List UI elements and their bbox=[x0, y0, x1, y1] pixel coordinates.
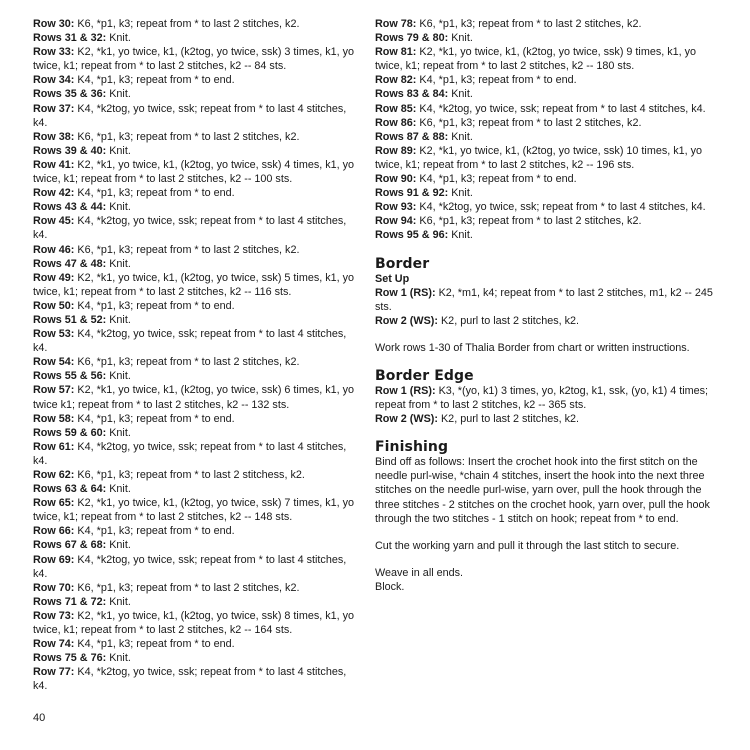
row-label: Row 82: bbox=[375, 74, 417, 87]
row-label: Rows 75 & 76: bbox=[33, 652, 107, 665]
row-instruction: K4, *k2tog, yo twice, ssk; repeat from * to last 4 stitches, k4. bbox=[33, 102, 347, 129]
row-label: Row 49: bbox=[33, 271, 75, 284]
instruction-row bbox=[375, 314, 720, 328]
instruction-row bbox=[375, 144, 720, 172]
instruction-row bbox=[375, 286, 720, 314]
instruction-row bbox=[33, 581, 356, 595]
row-instruction: Knit. bbox=[106, 652, 131, 665]
row-label: Row 30: bbox=[33, 18, 75, 30]
row-label: Row 61: bbox=[33, 440, 75, 453]
instruction-row bbox=[33, 440, 356, 468]
row-instruction: K2, *k1, yo twice, k1, (k2tog, yo twice, ssk) 3 times, k1, yo twice, k1; repeat from * to last 2 stitches, k2 -- 84 sts. bbox=[33, 46, 355, 73]
instruction-row bbox=[33, 31, 356, 45]
row-label: Row 73: bbox=[33, 609, 75, 622]
row-instruction: K2, *k1, yo twice, k1, (k2tog, yo twice, ssk) 9 times, k1, yo twice, k1; repeat from * to last 2 stitches, k2 -- 180 sts. bbox=[375, 46, 697, 73]
row-instruction: K6, *p1, k3; repeat from * to last 2 stitches, k2. bbox=[74, 130, 300, 143]
border-subheading: Set Up bbox=[375, 272, 410, 285]
row-instruction: K2, *k1, yo twice, k1, (k2tog, yo twice, ssk) 4 times, k1, yo twice, k1; repeat from * to last 2 stitches, k2 -- 100 sts. bbox=[33, 158, 355, 186]
instruction-row bbox=[33, 158, 356, 186]
row-label: Row 94: bbox=[375, 215, 417, 228]
row-instruction: K4, *k2tog, yo twice, ssk; repeat from * to last 4 stitches, k4. bbox=[33, 215, 347, 242]
instruction-row bbox=[33, 651, 356, 665]
row-instruction: K4, *k2tog, yo twice, ssk; repeat from * to last 4 stitches, k4. bbox=[33, 553, 347, 580]
row-instruction: K6, *p1, k3; repeat from * to last 2 stitches, k2. bbox=[74, 581, 300, 594]
row-label: Rows 63 & 64: bbox=[33, 483, 107, 496]
row-instruction: K4, *k2tog, yo twice, ssk; repeat from * to last 4 stitches, k4. bbox=[416, 102, 706, 115]
instruction-row bbox=[375, 172, 720, 186]
instruction-row bbox=[33, 200, 356, 214]
border-note: Work rows 1-30 of Thalia Border from chart or written instructions. bbox=[375, 341, 690, 354]
row-label: Row 57: bbox=[33, 384, 75, 397]
row-instruction: K4, *p1, k3; repeat from * to end. bbox=[74, 638, 235, 651]
row-label: Rows 91 & 92: bbox=[375, 187, 449, 200]
instruction-row bbox=[375, 31, 720, 45]
row-label: Row 42: bbox=[33, 187, 75, 200]
row-label: Rows 35 & 36: bbox=[33, 88, 107, 101]
row-label: Row 2 (WS): bbox=[375, 314, 438, 327]
instruction-row bbox=[33, 609, 356, 637]
row-label: Row 65: bbox=[33, 497, 75, 510]
row-instruction: K4, *p1, k3; repeat from * to end. bbox=[74, 412, 235, 425]
instruction-row bbox=[375, 87, 720, 101]
instruction-row bbox=[33, 313, 356, 327]
row-label: Row 46: bbox=[33, 243, 75, 256]
instruction-row bbox=[375, 73, 720, 87]
row-label: Row 37: bbox=[33, 102, 75, 115]
row-label: Row 50: bbox=[33, 299, 75, 312]
instruction-row bbox=[33, 299, 356, 313]
row-label: Row 2 (WS): bbox=[375, 413, 438, 426]
finishing-paragraph-3: Weave in all ends. bbox=[375, 566, 464, 579]
instruction-row bbox=[375, 186, 720, 200]
row-label: Rows 87 & 88: bbox=[375, 130, 449, 143]
row-instruction: Knit. bbox=[106, 595, 131, 608]
row-label: Rows 47 & 48: bbox=[33, 257, 107, 270]
row-label: Rows 67 & 68: bbox=[33, 539, 107, 552]
row-label: Row 69: bbox=[33, 553, 75, 566]
row-instruction: K4, *p1, k3; repeat from * to end. bbox=[74, 74, 235, 87]
instruction-row bbox=[33, 524, 356, 538]
row-label: Row 70: bbox=[33, 581, 75, 594]
finishing-paragraph-1: Bind off as follows: Insert the crochet hook into the first stitch on the needle purl-wise, *chain 4 stitches, insert the hook into the next three stitches on the needle purl-wise, yarn over, pull the hook through the three stitches - 2 stitches on the crochet hook, yarn over, pull the hook through the two stitches - 1 stitch on hook; repeat from * to end. bbox=[375, 456, 710, 525]
row-instruction: K2, *k1, yo twice, k1, (k2tog, yo twice, ssk) 10 times, k1, yo twice, k1; repeat from * to last 2 stitches, k2 -- 196 sts. bbox=[375, 144, 703, 171]
row-label: Row 54: bbox=[33, 356, 75, 369]
row-instruction: Knit. bbox=[106, 426, 131, 439]
instruction-row bbox=[375, 116, 720, 130]
row-label: Row 66: bbox=[33, 525, 75, 538]
border-edge-heading: Border Edge bbox=[375, 367, 474, 384]
row-instruction: K4, *p1, k3; repeat from * to end. bbox=[74, 187, 235, 200]
row-instruction: Knit. bbox=[448, 130, 473, 143]
row-label: Rows 39 & 40: bbox=[33, 144, 107, 157]
instruction-row bbox=[33, 257, 356, 271]
finishing-paragraph-4: Block. bbox=[375, 580, 405, 593]
row-label: Rows 43 & 44: bbox=[33, 201, 107, 214]
row-label: Row 38: bbox=[33, 130, 75, 143]
row-label: Rows 83 & 84: bbox=[375, 88, 449, 101]
row-label: Row 89: bbox=[375, 144, 417, 157]
instruction-row bbox=[33, 144, 356, 158]
instruction-row bbox=[375, 17, 720, 31]
instruction-row bbox=[33, 87, 356, 101]
page-number: 40 bbox=[33, 712, 46, 724]
row-label: Row 86: bbox=[375, 116, 417, 129]
row-instruction: Knit. bbox=[106, 201, 131, 214]
row-label: Rows 59 & 60: bbox=[33, 426, 107, 439]
row-instruction: K4, *k2tog, yo twice, ssk; repeat from * to last 4 stitches, k4. bbox=[33, 666, 347, 693]
row-instruction: Knit. bbox=[106, 483, 131, 496]
row-instruction: K2, purl to last 2 stitches, k2. bbox=[437, 314, 580, 327]
row-instruction: K6, *p1, k3; repeat from * to last 2 stitches, k2. bbox=[416, 116, 642, 129]
instruction-row bbox=[33, 412, 356, 426]
instruction-row bbox=[33, 214, 356, 242]
row-instruction: K6, *p1, k3; repeat from * to last 2 stitches, k2. bbox=[416, 215, 642, 228]
row-instruction: K2, *k1, yo twice, k1, (k2tog, yo twice, ssk) 7 times, k1, yo twice, k1; repeat from * to last 2 stitches, k2 -- 148 sts. bbox=[33, 497, 355, 524]
row-label: Rows 31 & 32: bbox=[33, 32, 107, 45]
border-rows bbox=[375, 286, 720, 328]
row-instruction: K4, *k2tog, yo twice, ssk; repeat from * to last 4 stitches, k4. bbox=[33, 328, 347, 355]
instruction-row bbox=[375, 228, 720, 242]
row-instruction: Knit. bbox=[106, 370, 131, 383]
instruction-row bbox=[375, 384, 720, 412]
instruction-row bbox=[33, 327, 356, 355]
row-label: Row 34: bbox=[33, 74, 75, 87]
instruction-row bbox=[33, 271, 356, 299]
row-label: Row 41: bbox=[33, 158, 75, 171]
row-label: Row 53: bbox=[33, 328, 75, 341]
row-label: Row 93: bbox=[375, 201, 417, 214]
instruction-row bbox=[33, 468, 356, 482]
instruction-row bbox=[33, 130, 356, 144]
instruction-row bbox=[33, 482, 356, 496]
instruction-row bbox=[33, 426, 356, 440]
instruction-row bbox=[375, 412, 720, 426]
row-label: Row 33: bbox=[33, 46, 75, 59]
border-heading: Border bbox=[375, 255, 430, 272]
row-instruction: Knit. bbox=[448, 229, 473, 242]
instruction-row bbox=[375, 130, 720, 144]
row-instruction: K6, *p1, k3; repeat from * to last 2 stitches, k2. bbox=[74, 18, 300, 30]
row-instruction: Knit. bbox=[106, 539, 131, 552]
row-instruction: K4, *p1, k3; repeat from * to end. bbox=[416, 74, 577, 87]
row-label: Row 78: bbox=[375, 18, 417, 30]
row-instruction: K2, *k1, yo twice, k1, (k2tog, yo twice, ssk) 8 times, k1, yo twice, k1; repeat from * to last 2 stitches, k2 -- 164 sts. bbox=[33, 609, 355, 637]
row-instruction: K2, purl to last 2 stitches, k2. bbox=[437, 413, 580, 426]
instruction-row bbox=[33, 355, 356, 369]
instruction-row bbox=[33, 595, 356, 609]
row-instruction: Knit. bbox=[106, 88, 131, 101]
row-label: Row 90: bbox=[375, 173, 417, 186]
row-instruction: Knit. bbox=[106, 313, 131, 326]
left-column bbox=[33, 17, 356, 694]
row-label: Rows 71 & 72: bbox=[33, 595, 107, 608]
row-instruction: K4, *p1, k3; repeat from * to end. bbox=[416, 173, 577, 186]
row-instruction: Knit. bbox=[448, 88, 473, 101]
row-instruction: Knit. bbox=[448, 187, 473, 200]
row-instruction: K6, *p1, k3; repeat from * to last 2 stitchess, k2. bbox=[74, 469, 305, 481]
instruction-row bbox=[33, 243, 356, 257]
row-instruction: Knit. bbox=[106, 32, 131, 45]
instruction-row bbox=[33, 102, 356, 130]
instruction-row bbox=[33, 496, 356, 524]
row-instruction: K6, *p1, k3; repeat from * to last 2 stitches, k2. bbox=[74, 243, 300, 256]
row-label: Row 45: bbox=[33, 215, 75, 228]
row-label: Rows 55 & 56: bbox=[33, 370, 107, 383]
row-label: Row 1 (RS): bbox=[375, 286, 436, 299]
instruction-row bbox=[33, 553, 356, 581]
row-instruction: K6, *p1, k3; repeat from * to last 2 stitches, k2. bbox=[416, 18, 642, 30]
row-label: Row 1 (RS): bbox=[375, 384, 436, 397]
instruction-row bbox=[33, 17, 356, 31]
row-instruction: Knit. bbox=[106, 144, 131, 157]
instruction-row bbox=[33, 383, 356, 411]
row-instruction: K2, *k1, yo twice, k1, (k2tog, yo twice, ssk) 6 times, k1, yo twice k1; repeat from * to last 2 stitches, k2 -- 132 sts. bbox=[33, 384, 355, 411]
instruction-row bbox=[33, 538, 356, 552]
row-instruction: K2, *k1, yo twice, k1, (k2tog, yo twice, ssk) 5 times, k1, yo twice, k1; repeat from * to last 2 stitches, k2 -- 116 sts. bbox=[33, 271, 355, 298]
instruction-row bbox=[33, 73, 356, 87]
finishing-paragraph-2: Cut the working yarn and pull it through the last stitch to secure. bbox=[375, 539, 680, 552]
instruction-row bbox=[33, 186, 356, 200]
row-label: Row 77: bbox=[33, 666, 75, 679]
row-instruction: K4, *p1, k3; repeat from * to end. bbox=[74, 525, 235, 538]
instruction-row bbox=[375, 214, 720, 228]
finishing-heading: Finishing bbox=[375, 439, 449, 456]
row-instruction: K4, *k2tog, yo twice, ssk; repeat from * to last 4 stitches, k4. bbox=[33, 440, 347, 467]
row-instruction: K2, *m1, k4; repeat from * to last 2 stitches, m1, k2 -- 245 sts. bbox=[375, 286, 713, 313]
row-label: Row 58: bbox=[33, 412, 75, 425]
instruction-row bbox=[33, 45, 356, 73]
right-column bbox=[375, 17, 720, 594]
instruction-row bbox=[33, 637, 356, 651]
row-instruction: K4, *p1, k3; repeat from * to end. bbox=[74, 299, 235, 312]
row-instruction: K4, *k2tog, yo twice, ssk; repeat from * to last 4 stitches, k4. bbox=[416, 201, 706, 214]
instruction-row bbox=[375, 102, 720, 116]
instruction-row bbox=[375, 45, 720, 73]
right-column-rows bbox=[375, 17, 720, 243]
row-label: Rows 79 & 80: bbox=[375, 32, 449, 45]
row-label: Rows 51 & 52: bbox=[33, 313, 107, 326]
instruction-row bbox=[33, 665, 356, 693]
row-instruction: K3, *(yo, k1) 3 times, yo, k2tog, k1, ssk, (yo, k1) 4 times; repeat from * to last 2 stitches, k2 -- 365 sts. bbox=[375, 384, 709, 412]
row-label: Row 85: bbox=[375, 102, 417, 115]
row-label: Rows 95 & 96: bbox=[375, 229, 449, 242]
row-instruction: Knit. bbox=[106, 257, 131, 270]
row-label: Row 62: bbox=[33, 469, 75, 481]
row-label: Row 74: bbox=[33, 638, 75, 651]
border-edge-rows bbox=[375, 384, 720, 426]
row-instruction: K6, *p1, k3; repeat from * to last 2 stitches, k2. bbox=[74, 356, 300, 369]
instruction-row bbox=[33, 369, 356, 383]
instruction-row bbox=[375, 200, 720, 214]
row-label: Row 81: bbox=[375, 46, 417, 59]
row-instruction: Knit. bbox=[448, 32, 473, 45]
